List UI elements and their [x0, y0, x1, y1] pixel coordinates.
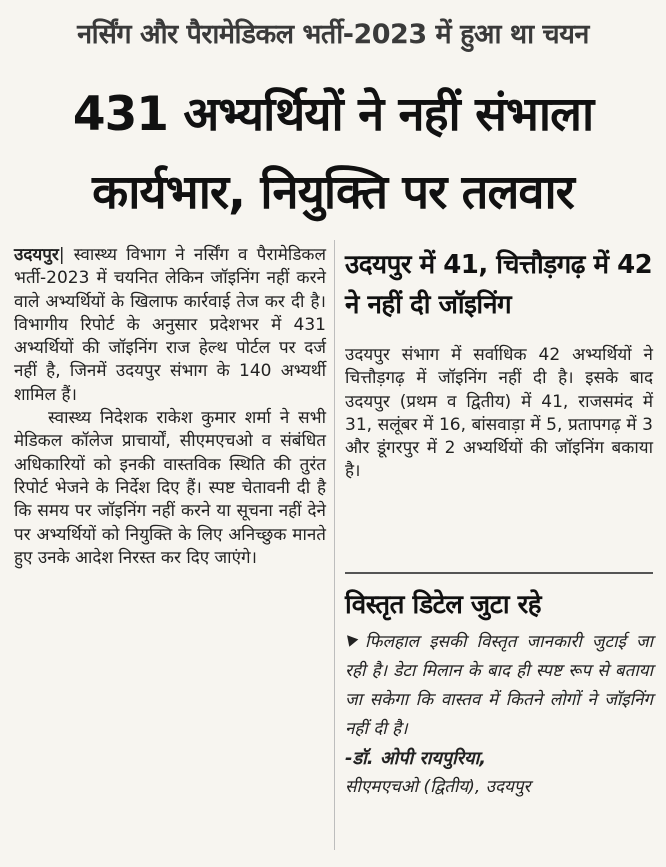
quote-body: फिलहाल इसकी विस्तृत जानकारी जुटाई जा रही है। डेटा मिलान के बाद ही स्पष्ट रूप से बताया जा सकेगा कि वास्तव में कितने लोगों ने जॉइनिंग नहीं दी है।	[345, 632, 653, 739]
left-column	[14, 244, 326, 570]
main-headline-line-2: कार्यभार, नियुक्ति पर तलवार	[92, 165, 574, 220]
kicker-headline: नर्सिंग और पैरामेडिकल भर्ती-2023 में हुआ था चयन	[77, 19, 589, 50]
subheading-district-figures: उदयपुर में 41, चित्तौड़गढ़ में 42 ने नहीं दी जॉइनिंग	[345, 250, 653, 320]
quote-text	[345, 628, 653, 744]
dateline: उदयपुर	[14, 245, 59, 265]
column-divider	[334, 240, 335, 850]
section-rule	[345, 572, 653, 574]
signature-name: -डॉ. ओपी रायपुरिया,	[345, 748, 487, 769]
right-column-body	[345, 344, 653, 484]
left-paragraph-1	[14, 244, 326, 407]
signature-title: सीएमएचओ (द्वितीय), उदयपुर	[345, 777, 531, 797]
right-paragraph-1: उदयपुर संभाग में सर्वाधिक 42 अभ्यर्थियों ने चित्तौड़गढ़ में जॉइनिंग नहीं दी है। इसके बाद उदयपुर (प्रथम व द्वितीय) में 41, राजसमंद में 31, सलूंबर में 16, बांसवाड़ा में 5, प्रतापगढ़ में 3 और डूंगरपुर में 2 अभ्यर्थियों की जॉइनिंग बकाया है।	[345, 345, 653, 482]
left-paragraph-2: स्वास्थ्य निदेशक राकेश कुमार शर्मा ने सभी मेडिकल कॉलेज प्राचार्यों, सीएमएचओ व संबंधित अधिकारियों को इनकी वास्तविक स्थिति की तुरंत रिपोर्ट भेजने के निर्देश दिए हैं। स्पष्ट चेतावनी दी है कि समय पर जॉइनिंग नहीं करने या सूचना नहीं देने पर अभ्यर्थियों को नियुक्ति के लिए अनिच्छुक मानते हुए उनके आदेश निरस्त कर दिए जाएंगे।	[14, 408, 326, 568]
subheading-details: विस्तृत डिटेल जुटा रहे	[345, 590, 542, 620]
dateline-separator: |	[58, 245, 65, 265]
left-paragraph-1-text: स्वास्थ्य विभाग ने नर्सिंग व पैरामेडिकल भर्ती-2023 में चयनित लेकिन जॉइनिंग नहीं करने वाले अभ्यर्थियों के खिलाफ कार्रवाई तेज कर दी है। विभागीय रिपोर्ट के अनुसार प्रदेशभर में 431 अभ्यर्थियों की जॉइनिंग राज हेल्थ पोर्टल पर दर्ज नहीं है, जिनमें उदयपुर संभाग के 140 अभ्यर्थी शामिल हैं।	[14, 245, 326, 405]
official-quote	[345, 628, 653, 802]
quote-bullet-icon	[344, 635, 359, 649]
main-headline-line-1: 431 अभ्यर्थियों ने नहीं संभाला	[72, 87, 594, 142]
